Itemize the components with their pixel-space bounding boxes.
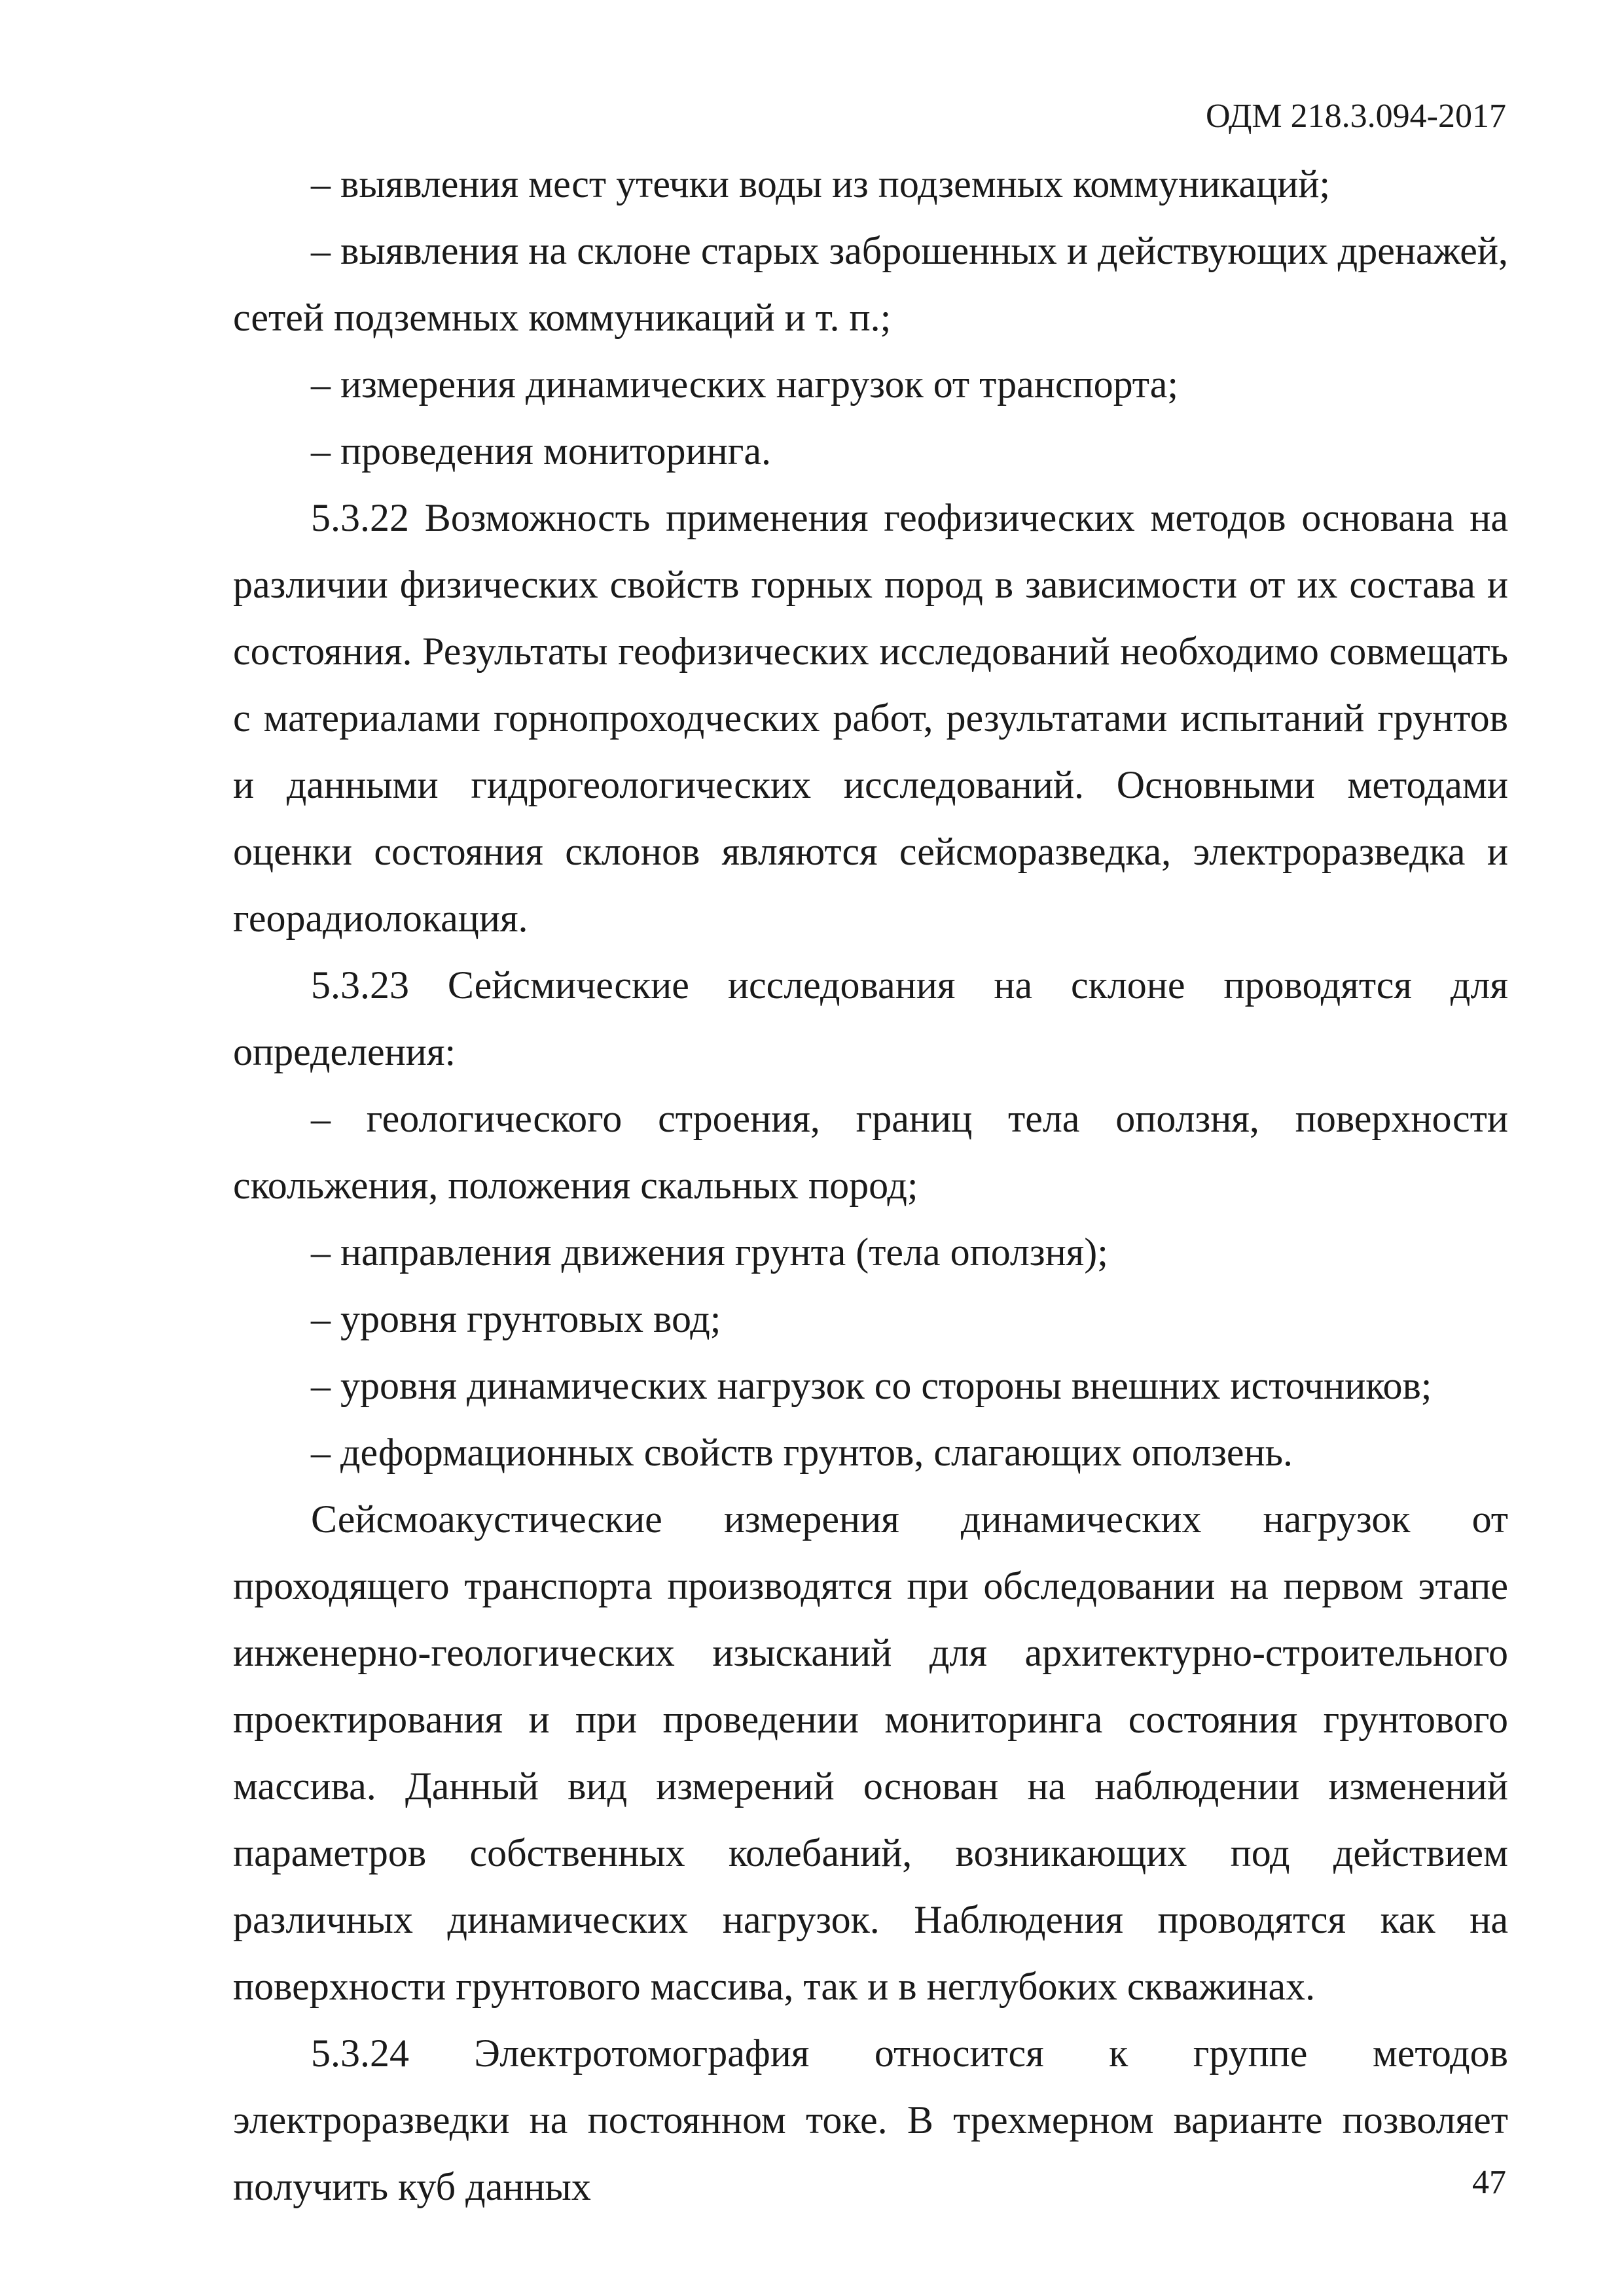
- paragraph-list-item: – уровня грунтовых вод;: [311, 1297, 721, 1340]
- document-code: ОДМ 218.3.094-2017: [1206, 98, 1506, 135]
- paragraph-seismoacoustic: Сейсмоакустические измерения динамических нагрузок от проходящего транспорта производятся при обследовании на первом этапе инженерно-геологических изысканий для архитектурно-строительного проектирования и при проведении мониторинга состояния грунтового массива. Данный вид измерений основан на наблюдении изменений параметров собственных колебаний, возникающих под действием различных динамических нагрузок. Наблюдения проводятся как на поверхности грунтового массива, так и в неглубоких скважинах.: [233, 1498, 1508, 2008]
- paragraph-list-item: – измерения динамических нагрузок от транспорта;: [311, 363, 1179, 406]
- paragraph-list-item: – уровня динамических нагрузок со стороны внешних источников;: [311, 1364, 1432, 1407]
- paragraph-list-item: – выявления мест утечки воды из подземных коммуникаций;: [311, 162, 1331, 206]
- paragraph-5-3-23: 5.3.23 Сейсмические исследования на склоне проводятся для определения:: [233, 963, 1508, 1073]
- page-body: [233, 151, 1508, 2220]
- paragraph-5-3-22: 5.3.22 Возможность применения геофизических методов основана на различии физических свойств горных пород в зависимости от их состава и состояния. Результаты геофизических исследований необходимо совмещать с материалами горнопроходческих работ, результатами испытаний грунтов и данными гидрогеологических исследований. Основными методами оценки состояния склонов являются сейсморазведка, электроразведка и георадиолокация.: [233, 496, 1508, 940]
- paragraph-list-item: – выявления на склоне старых заброшенных и действующих дренажей, сетей подземных коммуникаций и т. п.;: [233, 229, 1508, 339]
- paragraph-list-item: – геологического строения, границ тела оползня, поверхности скольжения, положения скальных пород;: [233, 1097, 1508, 1207]
- paragraph-list-item: – проведения мониторинга.: [311, 429, 771, 473]
- paragraph-list-item: – направления движения грунта (тела оползня);: [311, 1230, 1108, 1274]
- paragraph-list-item: – деформационных свойств грунтов, слагающих оползень.: [311, 1431, 1293, 1474]
- paragraph-5-3-24: 5.3.24 Электротомография относится к группе методов электроразведки на постоянном токе. В трехмерном варианте позволяет получить куб данных: [233, 2032, 1508, 2208]
- page-number: 47: [1472, 2164, 1506, 2201]
